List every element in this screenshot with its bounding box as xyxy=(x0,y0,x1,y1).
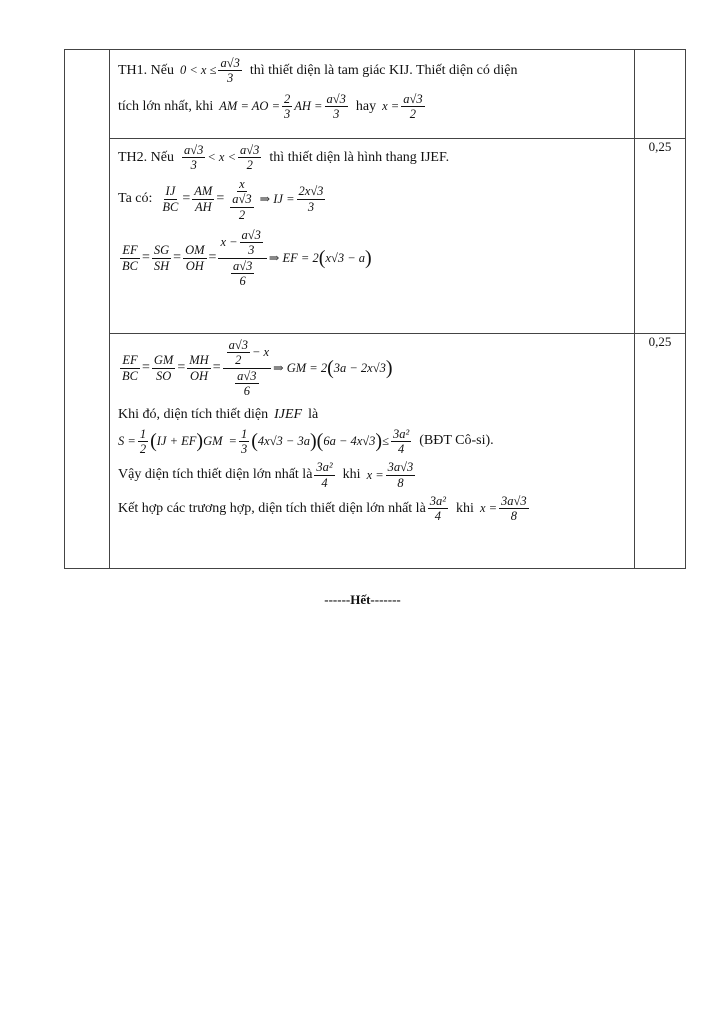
empty-column xyxy=(65,50,110,569)
minus-x: − x xyxy=(251,344,270,359)
frac-num: a√3 xyxy=(232,258,253,273)
inner-frac xyxy=(230,192,253,222)
frac-sg-sh xyxy=(152,243,171,273)
frac-num: a√3 xyxy=(220,56,240,70)
x-eq: x = xyxy=(366,467,384,482)
frac-den: BC xyxy=(122,258,138,273)
frac-result xyxy=(391,427,411,457)
x-minus: x − xyxy=(220,234,238,249)
frac-num: EF xyxy=(122,353,138,368)
ijef: IJEF xyxy=(274,406,303,422)
frac-ef-bc xyxy=(120,243,140,273)
bdt: (BĐT Cô-si). xyxy=(419,433,494,449)
le-sign: ≤ xyxy=(382,433,389,448)
imp-ij: ⇒ IJ = xyxy=(259,192,295,207)
th1-cond: 0 < x ≤ xyxy=(180,63,217,78)
frac-den: 3 xyxy=(227,71,234,86)
frac-den: 2 xyxy=(238,207,246,222)
frac-num: a√3 xyxy=(403,91,423,106)
frac-den: AH xyxy=(194,199,212,214)
frac-den: SH xyxy=(153,258,170,273)
eq-sign: = xyxy=(228,433,237,448)
frac-half xyxy=(138,427,148,457)
th1-label: TH1. Nếu xyxy=(118,62,174,78)
answer-table xyxy=(64,49,686,569)
frac-den: 4 xyxy=(434,509,442,524)
frac-ket xyxy=(428,494,448,524)
score-1: 0,25 xyxy=(648,139,672,154)
ef-expr: x√3 − a xyxy=(325,250,365,265)
th1-cell xyxy=(110,50,635,139)
frac-num: 1 xyxy=(240,426,248,441)
frac-num xyxy=(223,338,271,369)
frac-den: 6 xyxy=(239,274,246,288)
frac-compound-2 xyxy=(223,338,271,399)
frac-den: 2 xyxy=(409,107,417,122)
row-th3 xyxy=(65,334,686,569)
frac-den xyxy=(227,259,258,289)
frac-den: 6 xyxy=(243,384,250,399)
frac-num: x xyxy=(239,176,245,191)
score-2: 0,25 xyxy=(648,334,672,349)
x-eq-2: x = xyxy=(479,501,498,516)
inner-frac xyxy=(227,338,250,368)
th2-text: thì thiết diện là hình thang IJEF. xyxy=(269,149,450,165)
th2-frac-b xyxy=(238,143,261,173)
th1-eq2: AH = xyxy=(294,99,323,114)
frac-am-ah xyxy=(192,184,214,214)
inner-frac xyxy=(235,369,258,399)
th2-frac-a xyxy=(182,143,205,173)
frac-den: SO xyxy=(155,368,172,383)
frac-den: 2 xyxy=(139,441,147,456)
frac-num: MH xyxy=(189,353,209,368)
gm-var: GM xyxy=(203,433,223,448)
frac-den: 3 xyxy=(248,243,255,258)
frac-den: 8 xyxy=(397,475,404,490)
frac-num: AM xyxy=(194,184,213,199)
frac-num xyxy=(218,228,266,259)
ket-hop: Kết hợp các trương hợp, diện tích thiết diện lớn nhất là xyxy=(118,500,426,516)
frac-num: 3a² xyxy=(316,460,333,475)
th1-text: thì thiết diện là tam giác KIJ. Thiết diện có diện xyxy=(249,62,518,78)
frac-num: a√3 xyxy=(237,368,257,383)
frac-num: IJ xyxy=(165,184,176,199)
frac-den: 4 xyxy=(397,441,405,456)
ij-ef: IJ + EF xyxy=(156,433,197,448)
frac-num: a√3 xyxy=(184,143,204,157)
frac-den: 3 xyxy=(240,441,248,456)
frac-num: 2x√3 xyxy=(298,184,324,199)
p2: 6a − 4x√3 xyxy=(323,433,376,448)
frac-num: a√3 xyxy=(228,338,248,352)
th2-cell: TH2. Nếu $\frac{a√3}{3}$ < x < $\frac{a√3}{2}$ thì thiết diện là hình thang IJEF. Ta có: $\frac{IJ}{BC}$ = $\frac{AM}{AH}$ = $\frac{x}{\frac{a√3}{2}}$ ⇒ IJ = $\frac{2x√3}{3}$ $\frac{EF}{BC}$ = $\frac{SG}{SH}$ = $\frac{OM}{OH}$ = x − $\frac{a√3}{3}$ $\frac{a√3}{6}$ ⇒ EF = 2 ( x√3 − a ) xyxy=(110,139,635,334)
inner-frac xyxy=(231,259,254,289)
th1-frac2 xyxy=(282,92,292,122)
frac-den: 3 xyxy=(190,158,197,173)
end-marker: ------Hết------- xyxy=(324,592,401,607)
frac-gm-so xyxy=(152,353,175,383)
frac-den xyxy=(231,369,262,399)
th1-frac4 xyxy=(401,92,424,122)
frac-den: OH xyxy=(185,258,204,273)
th1-frac3 xyxy=(325,92,348,122)
frac-num: 1 xyxy=(139,426,147,441)
imp-ef: ⇒ EF = 2 xyxy=(268,251,319,266)
frac-num: GM xyxy=(153,353,174,368)
frac-den: 3 xyxy=(307,199,315,214)
frac-den: 8 xyxy=(510,509,517,524)
frac-den: 3 xyxy=(333,107,340,122)
khi-2: khi xyxy=(456,500,474,516)
s-eq: S = xyxy=(118,433,136,448)
score-cell-2 xyxy=(635,334,686,569)
frac-den: BC xyxy=(122,368,138,383)
th1-text2: tích lớn nhất, khi xyxy=(118,98,214,114)
gm-expr: 3a − 2x√3 xyxy=(333,360,386,375)
th3-cell: $\frac{EF}{BC}$ = $\frac{GM}{SO}$ = $\frac{MH}{OH}$ = $\frac{a√3}{2}$ − x $\frac{a√3}{6}$ ⇒ GM = 2 ( 3a − 2x√3 ) Khi đó, diện tích thiết diện IJEF là S = $\frac{1}{2}$ ( IJ + EF ) GM = $\frac{1}{3}$ ( 4x√3 − 3a ) ( 6a − 4x√3 ) ≤ $\frac{\text{3a²}}{4}$ (BĐT Cô-si). Vậy diện tích thiết diện lớn nhất là $\frac{\text{3a²}}{4}$ khi x = $\frac{3a√3}{8}$ Kết hợp các trương hợp, diện tích thiết diện lớn nhất là $\frac{\text{3a²}}{4}$ khi x = $\frac{3a√3}{8}$ xyxy=(110,334,635,569)
p1: 4x√3 − 3a xyxy=(257,433,310,448)
frac-ef-bc-2 xyxy=(120,353,140,383)
frac-ij-bc xyxy=(160,184,180,214)
frac-den: 2 xyxy=(246,158,253,173)
frac-num: 3a² xyxy=(429,494,447,508)
imp-gm: ⇒ GM = 2 xyxy=(273,361,328,376)
row-th2 xyxy=(65,139,686,334)
frac-compound xyxy=(218,228,266,289)
th1-eq3: x = xyxy=(382,99,400,114)
inner-frac xyxy=(240,228,263,258)
frac-x2 xyxy=(499,494,529,524)
khi-do: Khi đó, diện tích thiết diện xyxy=(118,406,269,422)
frac-num: 3a² xyxy=(392,426,410,441)
frac-num: OM xyxy=(185,243,205,258)
th2-label: TH2. Nếu xyxy=(118,149,174,165)
row-th1 xyxy=(65,50,686,139)
frac-den: BC xyxy=(162,199,179,214)
frac-num: 2 xyxy=(284,91,291,106)
frac-mh-oh xyxy=(187,353,210,383)
score-cell-1 xyxy=(635,139,686,334)
frac-den: 2 xyxy=(235,353,242,368)
frac-num: 3a√3 xyxy=(501,494,527,508)
frac-ij-result xyxy=(297,184,326,214)
frac-vay xyxy=(314,460,334,490)
frac-den xyxy=(226,192,257,222)
frac-num: a√3 xyxy=(232,192,252,207)
frac-num: SG xyxy=(153,243,170,258)
frac-num: a√3 xyxy=(241,227,261,242)
frac-num: a√3 xyxy=(326,91,346,106)
frac-num: 3a√3 xyxy=(387,460,414,475)
frac-x-over xyxy=(226,177,257,222)
frac-den: OH xyxy=(189,368,208,383)
frac-om-oh xyxy=(183,243,206,273)
frac-num: a√3 xyxy=(240,143,260,157)
th2-mid: < x < xyxy=(207,150,237,165)
vay: Vậy diện tích thiết diện lớn nhất là xyxy=(118,467,313,483)
frac-den: 3 xyxy=(284,107,291,122)
frac-den: 4 xyxy=(321,475,328,490)
frac-third xyxy=(239,427,249,457)
frac-num: EF xyxy=(122,243,138,258)
frac-x xyxy=(386,460,416,490)
score-empty xyxy=(635,50,686,139)
khi: khi xyxy=(342,467,361,483)
th1-hay: hay xyxy=(355,98,377,114)
taco: Ta có: xyxy=(118,191,153,207)
th1-eq1: AM = AO = xyxy=(219,99,281,114)
la: là xyxy=(308,406,319,422)
th1-frac xyxy=(218,56,241,86)
